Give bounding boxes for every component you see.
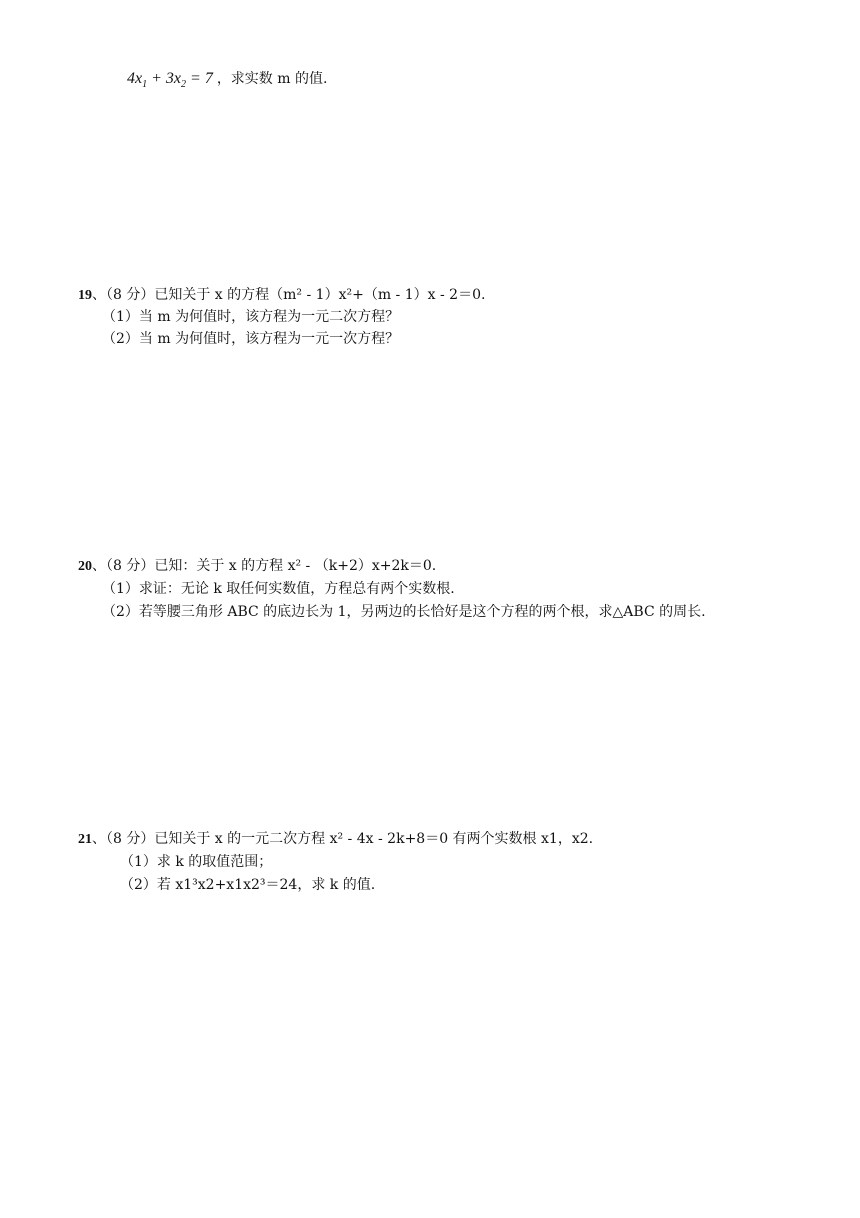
- q20-sub2: （2）若等腰三角形 ABC 的底边长为 1，另两边的长恰好是这个方程的两个根，求△ABC 的周长.: [102, 604, 706, 620]
- q19-lead-text: 、（8 分）已知关于 x 的方程（m² - 1）x²+（m - 1）x - 2＝0.: [92, 287, 486, 303]
- q19-number: 19: [78, 288, 92, 303]
- q19-lead: [78, 286, 485, 305]
- top-continuation: [127, 70, 328, 91]
- q21-lead: [78, 830, 593, 849]
- top-text: ，求实数 m 的值.: [216, 71, 328, 87]
- q20-lead-text: 、（8 分）已知：关于 x 的方程 x² - （k+2）x+2k＝0.: [92, 558, 437, 574]
- q21-number: 21: [78, 832, 92, 847]
- q21-sub2: （2）若 x1³x2+x1x2³＝24，求 k 的值.: [120, 877, 376, 893]
- q20-number: 20: [78, 559, 92, 574]
- q21-lead-text: 、（8 分）已知关于 x 的一元二次方程 x² - 4x - 2k+8＝0 有两个实数根 x1，x2.: [92, 831, 594, 847]
- q21-sub1: （1）求 k 的取值范围；: [120, 854, 273, 870]
- q19-sub2: （2）当 m 为何值时，该方程为一元一次方程？: [102, 331, 400, 347]
- q19-sub1: （1）当 m 为何值时，该方程为一元二次方程？: [102, 309, 400, 325]
- top-equation: $4x_1 + 3x_2 = 7$: [127, 70, 213, 91]
- q20-lead: [78, 557, 436, 576]
- q20-sub1: （1）求证：无论 k 取任何实数值，方程总有两个实数根.: [102, 581, 455, 597]
